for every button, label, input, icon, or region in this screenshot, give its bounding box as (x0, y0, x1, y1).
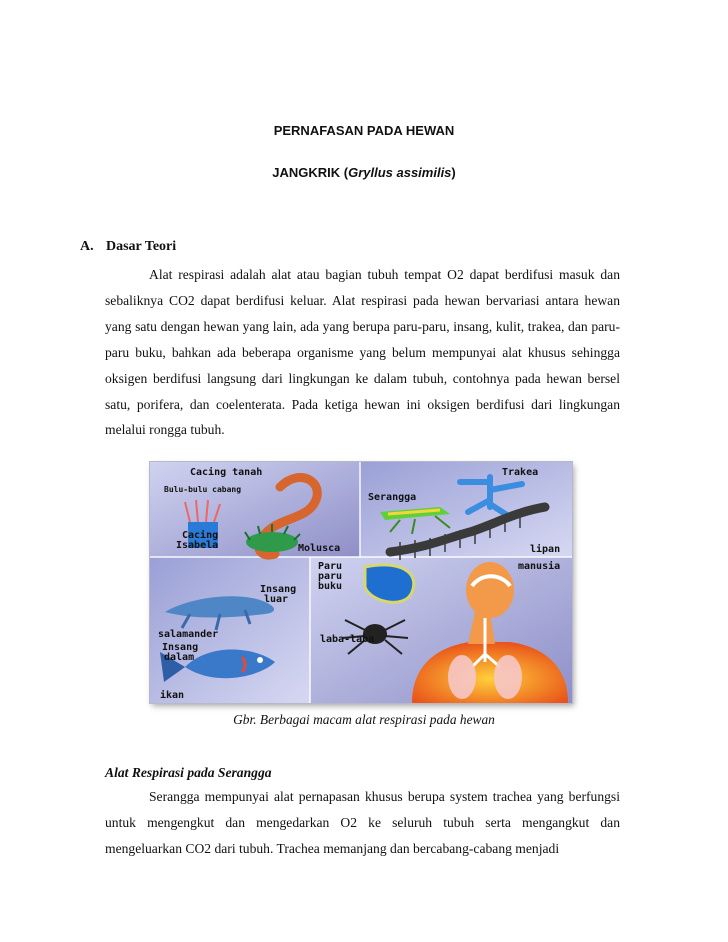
respiration-figure (150, 462, 572, 703)
label-cacing-tanah: Cacing tanah (190, 467, 263, 478)
label-laba-laba: laba-laba (320, 634, 375, 645)
document-title: PERNAFASAN PADA HEWAN (273, 123, 455, 138)
label-paru-1: Paru (318, 561, 343, 572)
label-insang-luar-2: luar (264, 594, 289, 605)
label-insang-dalam-2: dalam (164, 652, 195, 663)
section-a-paragraph: Alat respirasi adalah alat atau bagian tubuh tempat O2 dapat berdifusi masuk dan sebaliknya CO2 dapat berdifusi keluar. Alat respirasi pada hewan bervariasi antara hewan yang satu dengan hewan yang lain, ada yang berupa paru-paru, insang, kulit, trakea, dan paru-paru buku, bahkan ada beberapa organisme yang belum mempunyai alat khusus sehingga oksigen berdifusi langsung dari lingkungan ke dalam tubuh, contohnya pada hewan bersel satu, porifera, dan coelenterata. Pada ketiga hewan ini oksigen berdifusi dari lingkungan melalui rongga tubuh. (105, 267, 620, 438)
section-serangga-heading: Alat Respirasi pada Serangga (105, 765, 272, 780)
label-paru-2: paru (318, 571, 343, 582)
section-a-letter: A. (80, 239, 94, 254)
mollusc-icon (246, 532, 298, 552)
section-a-heading (80, 239, 176, 255)
label-insang-dalam-1: Insang (162, 642, 199, 653)
label-manusia: manusia (518, 561, 561, 572)
respiration-illustration (150, 462, 572, 703)
lung-left-icon (448, 655, 476, 699)
label-trakea: Trakea (502, 467, 539, 478)
label-salamander: salamander (158, 629, 219, 640)
label-serangga: Serangga (368, 492, 417, 503)
book-lung-icon (365, 565, 414, 602)
human-head-icon (466, 562, 514, 618)
label-insang-luar-1: Insang (260, 584, 297, 595)
label-cacing: Cacing (182, 530, 219, 541)
label-ikan: ikan (160, 690, 185, 701)
lung-right-icon (494, 655, 522, 699)
figure-caption: Gbr. Berbagai macam alat respirasi pada hewan (233, 712, 495, 727)
label-molusca: Molusca (298, 543, 341, 554)
label-lipan: lipan (530, 544, 561, 555)
subtitle-suffix: ) (451, 165, 456, 180)
label-buku: buku (318, 581, 343, 592)
label-isabela: Isabela (176, 540, 219, 551)
label-bulu-bulu-cabang: Bulu-bulu cabang (164, 485, 242, 494)
subtitle-prefix: JANGKRIK ( (272, 165, 349, 180)
section-a-title: Dasar Teori (106, 239, 177, 254)
document-subtitle (0, 165, 728, 180)
section-serangga-paragraph: Serangga mempunyai alat pernapasan khusus berupa system trachea yang berfungsi untuk mengengkut dan mengedarkan O2 ke seluruh tubuh serta mengangkut dan mengeluarkan CO2 dari tubuh. Trachea memanjang dan bercabang-cabang menjadi (105, 789, 620, 856)
subtitle-scientific-name: Gryllus assimilis (348, 165, 452, 180)
